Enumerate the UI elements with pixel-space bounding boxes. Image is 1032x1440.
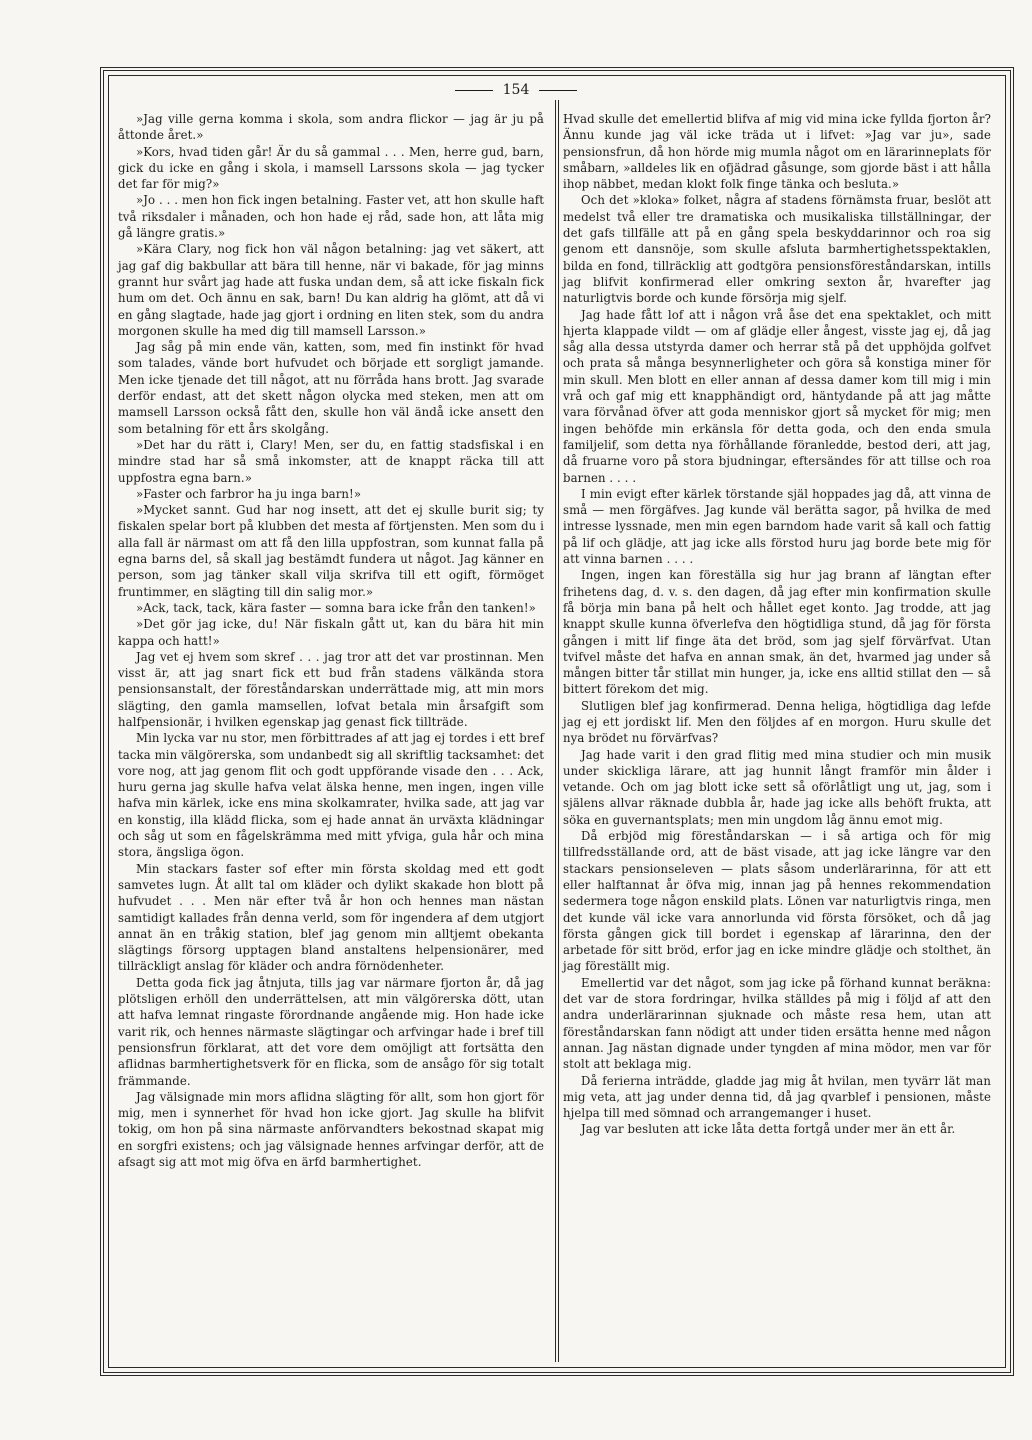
paragraph: »Det har du rätt i, Clary! Men, ser du, en fattig stadsfiskal i en mindre stad har så små inkomster, att de knappt räcka till att uppfostra egna barn.» xyxy=(118,437,544,485)
right-column xyxy=(563,111,991,1138)
paragraph: I min evigt efter kärlek törstande själ hoppades jag då, att vinna de små — men förgäfves. Jag kunde väl berätta sagor, på hvilka de med intresse lyssnade, men min egen barndom hade varit så kall och fattig på lif och glädje, att jag icke alls förstod huru jag borde bete mig för att vinna barnen . . . . xyxy=(563,486,991,567)
left-column xyxy=(118,111,544,1170)
paragraph: »Jag ville gerna komma i skola, som andra flickor — jag är ju på åttonde året.» xyxy=(118,112,544,143)
column-divider xyxy=(555,100,559,1362)
paragraph: »Mycket sannt. Gud har nog insett, att det ej skulle burit sig; ty fiskalen spelar bort på klubben det mesta af förtjensten. Men som du i alla fall är närmast om att få den lilla uppfostran, som kunnat falla på egna barns del, så skall jag bestämdt fundera ut något. Jag känner en person, som jag tänker skall vilja skrifva till ett ogift, förmöget fruntimmer, en slägting till din salig mor.» xyxy=(118,503,544,599)
paragraph: Emellertid var det något, som jag icke på förhand kunnat beräkna: det var de stora fordringar, hvilka ställdes på mig i följd af att den andra underlärarinnan sjuknade och måste resa hem, utan att föreståndarskan fann nödigt att under tiden ersätta henne med någon annan. Jag nästan dignade under tyngden af mina mödor, men var för stolt att beklaga mig. xyxy=(563,975,991,1072)
paragraph: Då erbjöd mig föreståndarskan — i så artiga och för mig tillfredsställande ord, att de bäst visade, att jag icke längre var den stackars pensionseleven — plats såsom underlärarinna, för att ett eller halftannat år öfva mig, innan jag på hennes rekommendation sedermera toge någon enskild plats. Lönen var naturligtvis ringa, men det kunde väl icke vara annorlunda vid första försöket, och då jag första gången gick till bordet i egenskap af lärarinna, den der arbetade för sitt bröd, erfor jag en icke mindre glädje och stolthet, än jag föreställt mig. xyxy=(563,829,991,974)
paragraph: Min stackars faster sof efter min första skoldag med ett godt samvetes lugn. Åt allt tal om kläder och dylikt skakade hon blott på hufvudet . . . Men när efter två år hon och hennes man nästan samtidigt kallades från denna verld, som för ingendera af dem utgjort annat än en tråkig station, blef jag genom min alltjemt obekanta slägtings försorg upptagen bland anstaltens helpensionärer, med tillräckligt anslag för kläder och andra förnödenheter. xyxy=(118,861,544,974)
paragraph: »Det gör jag icke, du! När fiskaln gått ut, kan du bära hit min kappa och hatt!» xyxy=(118,617,544,648)
paragraph: »Ack, tack, tack, kära faster — somna bara icke från den tanken!» xyxy=(136,600,536,615)
paragraph: Jag var besluten att icke låta detta fortgå under mer än ett år. xyxy=(581,1122,956,1137)
paragraph: »Jo . . . men hon fick ingen betalning. Faster vet, att hon skulle haft två riksdaler i månaden, och hon hade ej råd, sade hon, att låta mig gå längre gratis.» xyxy=(118,193,544,241)
paragraph: Jag såg på min ende vän, katten, som, med fin instinkt för hvad som talades, vände bort hufvudet och började ett sorgligt jamande. Men icke tjenade det till något, att nu förråda hans brott. Jag svarade derför endast, att det skett någon olycka med steken, men att om mamsell Larsson också fått den, skulle hon väl ändå icke ansett den som betalning för ett års skolgång. xyxy=(118,340,544,436)
paragraph: »Faster och farbror ha ju inga barn!» xyxy=(136,486,362,501)
paragraph: »Kors, hvad tiden går! Är du så gammal . . . Men, herre gud, barn, gick du icke en gång i skola, i mamsell Larssons skola — jag tycker det far för mig?» xyxy=(118,144,544,192)
paragraph: Min lycka var nu stor, men förbittrades af att jag ej tordes i ett bref tacka min välgörerska, som undanbedt sig all skriftlig tacksamhet: det vore nog, att jag genom flit och godt uppförande visade den . . . Ack, huru gerna jag skulle hafva velat älska henne, men ingen, ingen ville hafva min kärlek, icke ens mina skolkamrater, hvilka sade, att jag var en konstig, illa klädd flicka, som ej hade annat än urväxta klädningar och såg ut som en fågelskrämma med mitt yfviga, gula hår och mina stora, ängsliga ögon. xyxy=(118,731,545,860)
header-rule-right xyxy=(539,90,577,91)
paragraph: Och det »kloka» folket, några af stadens förnämsta fruar, beslöt att medelst två eller tre dramatiska och musikaliska tillställningar, der det gafs tillfälle att på en gång spela beskyddarinnor och roa sig genom ett dansnöje, som skulle afsluta barmhertighetsspektaklen, bilda en fond, tillräcklig att godtgöra pensionsföreståndarskan, intills jag blifvit konfirmerad eller omkring sexton år, hvarefter jag naturligtvis borde och kunde försörja mig sjelf. xyxy=(563,193,991,306)
paragraph: Hvad skulle det emellertid blifva af mig vid mina icke fyllda fjorton år? Ännu kunde jag väl icke träda ut i lifvet: »Jag var ju», sade pensionsfrun, då hon hörde mig mumla något om en lärarinneplats för småbarn, »alldeles lik en ofjädrad gåsunge, som gjorde bäst i att hålla ihop näbbet, medan klokt folk finge tänka och besluta.» xyxy=(563,112,991,192)
paragraph: Jag hade fått lof att i någon vrå åse det ena spektaklet, och mitt hjerta klappade vildt — om af glädje eller ångest, visste jag ej, då jag såg alla dessa utstyrda damer och herrar stå på det upphöjda golfvet och prata så många besynnerligheter och göra så konstiga miner för min skull. Men blott en eller annan af dessa damer kom till mig i min vrå och gaf mig ett knapphändigt ord, häntydande på att jag måtte vara förvånad öfver att goda menniskor gjort så mycket för mig; men ingen behöfde min erkänsla för detta goda, och den enda smula familjelif, som detta nya förhållande föranledde, bestod deri, att jag, då fruarne voro på stora bjudningar, eftersändes för att tillse och roa barnen . . . . xyxy=(563,307,991,485)
paragraph: Detta goda fick jag åtnjuta, tills jag var närmare fjorton år, då jag plötsligen erhöll den underrättelsen, att min välgörerska dött, utan att hafva lemnat ringaste förordnande angående mig. Hon hade icke varit rik, och hennes närmaste slägtingar och arfvingar hade i bref till pensionsfrun förklarat, att det vore dem omöjligt att fortsätta den aflidnas barmhertighetsverk för en flicka, som de ansågo för sig totalt främmande. xyxy=(118,975,544,1088)
paragraph: Jag välsignade min mors aflidna slägting för allt, som hon gjort för mig, men i synnerhet för hvad hon icke gjort. Jag skulle ha blifvit tokig, om hon på sina närmaste anförvandters bekostnad skapat mig en sorgfri existens; och jag välsignade hennes arfvingar derför, att de afsagt sig att mot mig öfva en ärfd barmhertighet. xyxy=(118,1089,544,1169)
page-header xyxy=(0,82,1032,98)
paragraph: Ingen, ingen kan föreställa sig hur jag brann af längtan efter frihetens dag, d. v. s. den dagen, då jag efter min konfirmation skulle få börja min bana på helt och hållet eget konto. Jag trodde, att jag knappt skulle kunna öfverlefva den högtidliga stund, då jag för första gången i mitt lif finge äta det bröd, som jag sjelf förvärfvat. Utan tvifvel måste det hafva en annan smak, än det, hvarmed jag under så mången bitter tår stillat min hunger, ja, icke ens alltid stillat den — så bittert förekom det mig. xyxy=(563,568,991,697)
header-rule-left xyxy=(455,90,493,91)
paragraph: Jag hade varit i den grad flitig med mina studier och min musik under skickliga lärare, att jag hunnit långt framför min ålder i vetande. Och om jag blott icke sett så oförlåtligt ung ut, jag, som i själens allvar räknade dubbla år, hade jag icke alls behöft frukta, att söka en guvernantsplats; men min ungdom låg ännu emot mig. xyxy=(563,747,991,827)
paragraph: Då ferierna inträdde, gladde jag mig åt hvilan, men tyvärr lät man mig veta, att jag under denna tid, då jag qvarblef i pensionen, måste hjelpa till med sömnad och arrangemanger i huset. xyxy=(563,1073,991,1121)
paragraph: »Kära Clary, nog fick hon väl någon betalning: jag vet säkert, att jag gaf dig bakbullar att bära till henne, när vi bakade, för jag minns grannt hur svårt jag hade att fuska undan dem, så att icke fiskaln fick hum om det. Och ännu en sak, barn! Du kan aldrig ha glömt, att då vi en gång slagtade, hade jag gjort i ordning en liten stek, som du andra morgonen skulle ha med dig till mamsell Larsson.» xyxy=(118,242,544,338)
page-number: 154 xyxy=(502,82,530,98)
paragraph: Slutligen blef jag konfirmerad. Denna heliga, högtidliga dag lefde jag ej ett jordiskt lif. Men den följdes af en morgon. Huru skulle det nya brödet nu förvärfvas? xyxy=(563,698,991,746)
paragraph: Jag vet ej hvem som skref . . . jag tror att det var prostinnan. Men visst är, att jag snart fick ett bud från stadens välkända stora pensionsanstalt, der föreståndarskan underrättade mig, att min mors slägting, den gamla mamsellen, lofvat betala min årsafgift som halfpensionär, i hvilken egenskap jag genast fick tillträde. xyxy=(118,649,544,729)
